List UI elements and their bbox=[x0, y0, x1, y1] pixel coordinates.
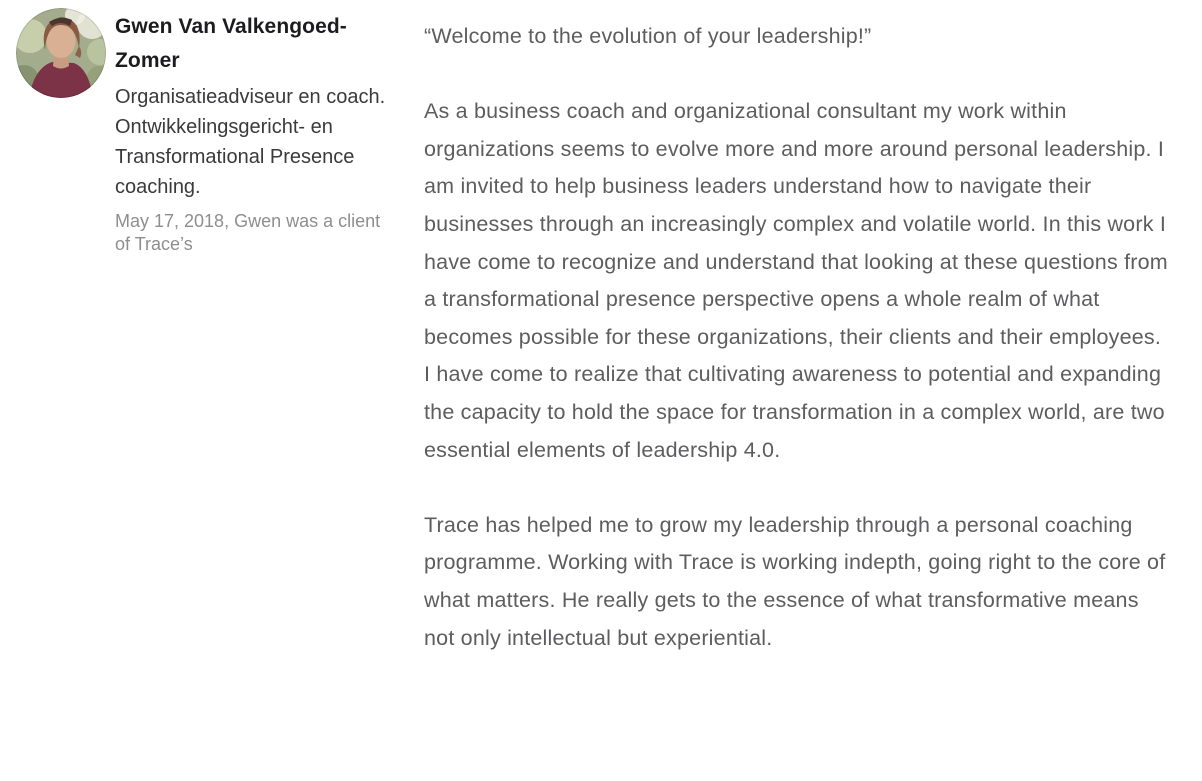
recommender-headline: Organisatieadviseur en coach. Ontwikkelingsgericht- en Transformational Presence coaching. bbox=[115, 86, 386, 198]
recommendation-quote-line: “Welcome to the evolution of your leadership!” bbox=[424, 24, 872, 48]
avatar[interactable] bbox=[16, 8, 106, 98]
recommendation-text bbox=[424, 8, 1169, 657]
recommender-name[interactable]: Gwen Van Valkengoed-Zomer bbox=[115, 15, 347, 72]
recommendation-paragraph: As a business coach and organizational consultant my work within organizations seems to evolve more and more around personal leadership. I am invited to help business leaders understand how to navigate their businesses through an increasingly complex and volatile world. In this work I have come to recognize and understand that looking at these questions from a transformational presence perspective opens a whole realm of what becomes possible for these organizations, their clients and their employees. I have come to realize that cultivating awareness to potential and expanding the capacity to hold the space for transformation in a complex world, are two essential elements of leadership 4.0. bbox=[424, 99, 1168, 462]
avatar-photo-illustration bbox=[16, 8, 106, 98]
recommendation-paragraph: Trace has helped me to grow my leadership through a personal coaching programme. Working with Trace is working indepth, going right to the core of what matters. He really gets to the essence of what transformative means not only intellectual but experiential. bbox=[424, 512, 1166, 650]
recommender-info bbox=[115, 8, 395, 256]
recommender-block bbox=[16, 8, 395, 256]
recommendation-date-relationship: May 17, 2018, Gwen was a client of Trace’s bbox=[115, 211, 381, 254]
